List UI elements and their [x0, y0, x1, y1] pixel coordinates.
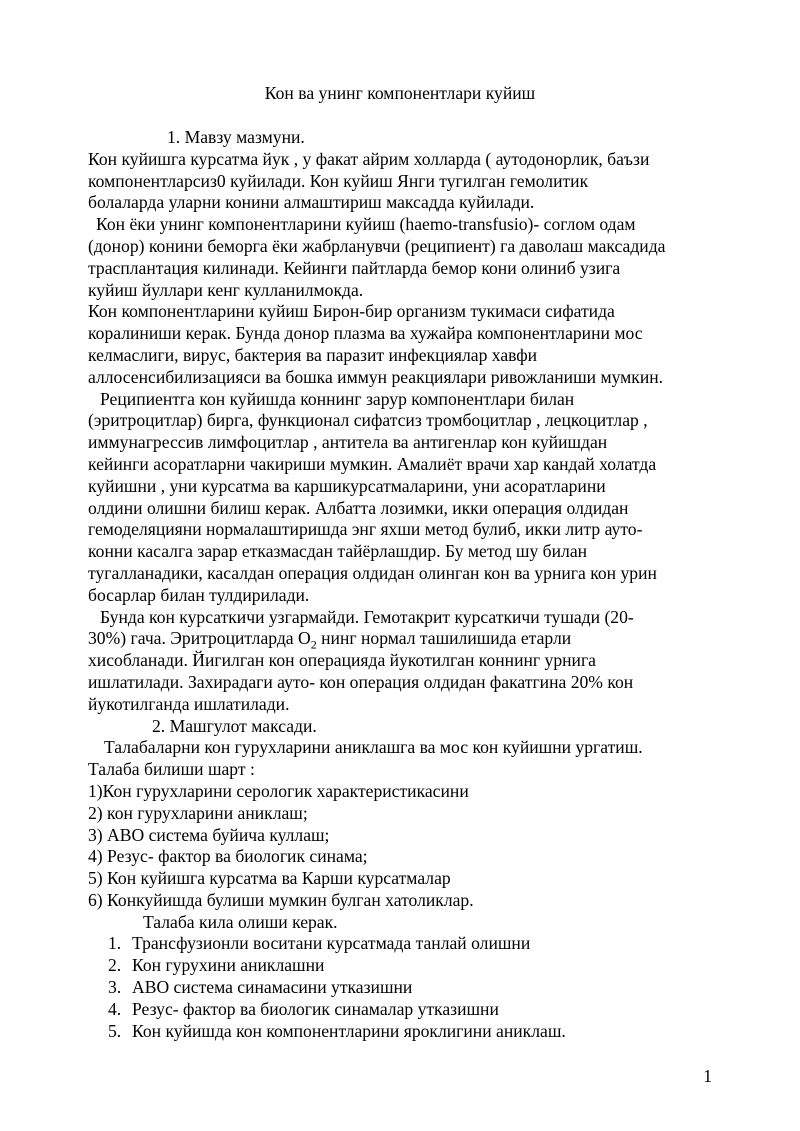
- text-line: куйиш йуллари кенг кулланилмокда.: [88, 279, 364, 300]
- text-line: Кон куйишга курсатма йук , у факат айрим холларда ( аутодонорлик, баъзи: [88, 148, 650, 169]
- text-line: гемоделяцияни нормалаштиришда энг яхши метод булиб, икки литр ауто-: [88, 519, 643, 540]
- list-item-text: АВО система синамасини утказишни: [132, 977, 413, 998]
- text-line: Кон ёки унинг компонентларини куйиш (haemo-transfusio)- соглом одам: [96, 214, 636, 235]
- text-line: Реципиентга кон куйишда коннинг зарур компонентлари билан: [100, 388, 575, 409]
- text-line: коралиниши керак. Бунда донор плазма ва хужайра компонентларини мос: [88, 323, 643, 344]
- text-line: иммунагрессив лимфоцитлар , антитела ва антигенлар кон куйишдан: [88, 432, 608, 453]
- document-body: [88, 127, 708, 1042]
- text-line: тугалланадики, касалдан операция олдидан олинган кон ва урнига кон урин: [88, 562, 657, 583]
- must-know-list: [88, 781, 708, 912]
- text-line: кейинги асоратларни чакириши мумкин. Амалиёт врачи хар кандай холатда: [88, 453, 657, 474]
- list-item: 2) кон гурухларини аниклаш;: [88, 802, 308, 823]
- numbered-list-item: [88, 977, 708, 999]
- numbered-list-item: [88, 999, 708, 1021]
- list-number: 2.: [108, 955, 122, 976]
- text-line: олдини олишни билиш керак. Албатта лозимки, икки операция олдидан: [88, 497, 629, 518]
- section-heading-content: 1. Мавзу мазмуни.: [167, 127, 305, 147]
- list-item-text: Кон куйишда кон компонентларини яроклигини аниклаш.: [132, 1020, 566, 1041]
- must-know-heading: Талаба билиши шарт :: [88, 759, 255, 780]
- section-heading-goal: 2. Машгулот максади.: [152, 715, 317, 736]
- paragraph-1: [88, 149, 708, 214]
- list-number: 5.: [108, 1020, 122, 1041]
- numbered-list-item: [88, 933, 708, 955]
- text-line-with-subscript: [88, 628, 708, 650]
- paragraph-4: [88, 389, 708, 607]
- text-line: йукотилганда ишлатилади.: [88, 693, 290, 714]
- text-line: куйишни , уни курсатма ва каршикурсатмаларини, уни асоратларини: [88, 475, 606, 496]
- text-line: (донор) конини беморга ёки жабрланувчи (реципиент) га даволаш максадида: [88, 235, 666, 256]
- text-line: хисобланади. Йигилган кон операцияда йукотилган коннинг урнига: [88, 650, 596, 671]
- text-fragment: нинг нормал ташилишида етарли: [316, 628, 572, 649]
- text-line: (эритроцитлар) бирга, функционал сифатсиз тромбоцитлар , лецкоцитлар ,: [88, 410, 648, 431]
- list-item-text: Кон гурухини аниклашни: [132, 955, 325, 976]
- list-item: 1)Кон гурухларини серологик характеристикасини: [88, 780, 469, 801]
- must-do-list: [88, 933, 708, 1042]
- list-item: 4) Резус- фактор ва биологик синама;: [88, 846, 368, 867]
- text-line: Кон компонентларини куйиш Бирон-бир организм тукимаси сифатида: [88, 301, 615, 322]
- list-number: 1.: [108, 933, 122, 954]
- page-number: 1: [703, 1066, 712, 1086]
- must-do-heading: Талаба кила олиши керак.: [143, 911, 338, 932]
- list-item-text: Трансфузионли воситани курсатмада танлай олишни: [132, 933, 531, 954]
- list-number: 4.: [108, 998, 122, 1019]
- goal-text: Талабаларни кон гурухларини аниклашга ва мос кон куйишни ургатиш.: [104, 737, 643, 758]
- numbered-list-item: [88, 1021, 708, 1043]
- text-line: келмаслиги, вирус, бактерия ва паразит инфекциялар хавфи: [88, 344, 538, 365]
- text-fragment: 30%) гача. Эритроцитларда О: [88, 628, 311, 649]
- paragraph-5: [88, 607, 708, 716]
- text-line: трасплантация килинади. Кейинги пайтларда бемор кони олиниб узига: [88, 257, 621, 278]
- paragraph-3: [88, 301, 708, 388]
- list-number: 3.: [108, 977, 122, 998]
- numbered-list-item: [88, 955, 708, 977]
- list-item-text: Резус- фактор ва биологик синамалар утказишни: [132, 998, 499, 1019]
- list-item: 5) Кон куйишга курсатма ва Карши курсатмалар: [88, 868, 451, 889]
- paragraph-2: [88, 214, 708, 301]
- subscript: 2: [310, 637, 317, 652]
- text-line: компонентларсиз0 куйилади. Кон куйиш Янги тугилган гемолитик: [88, 170, 589, 191]
- text-line: босарлар билан тулдирилади.: [88, 584, 310, 605]
- list-item: 6) Конкуйишда булиши мумкин булган хатоликлар.: [88, 889, 474, 910]
- text-line: аллосенсибилизацияси ва бошка иммун реакциялари ривожланиши мумкин.: [88, 366, 664, 387]
- list-item: 3) АВО система буйича куллаш;: [88, 824, 330, 845]
- text-line: болаларда уларни конини алмаштириш максадда куйилади.: [88, 192, 535, 213]
- document-title: Кон ва унинг компонентлари куйиш: [264, 83, 536, 103]
- text-line: конни касалга зарар етказмасдан тайёрлашдир. Бу метод шу билан: [88, 541, 588, 562]
- text-line: ишлатилади. Захирадаги ауто- кон операция олдидан факатгина 20% кон: [88, 671, 634, 692]
- text-line: Бунда кон курсаткичи узгармайди. Гемотакрит курсаткичи тушади (20-: [100, 606, 634, 627]
